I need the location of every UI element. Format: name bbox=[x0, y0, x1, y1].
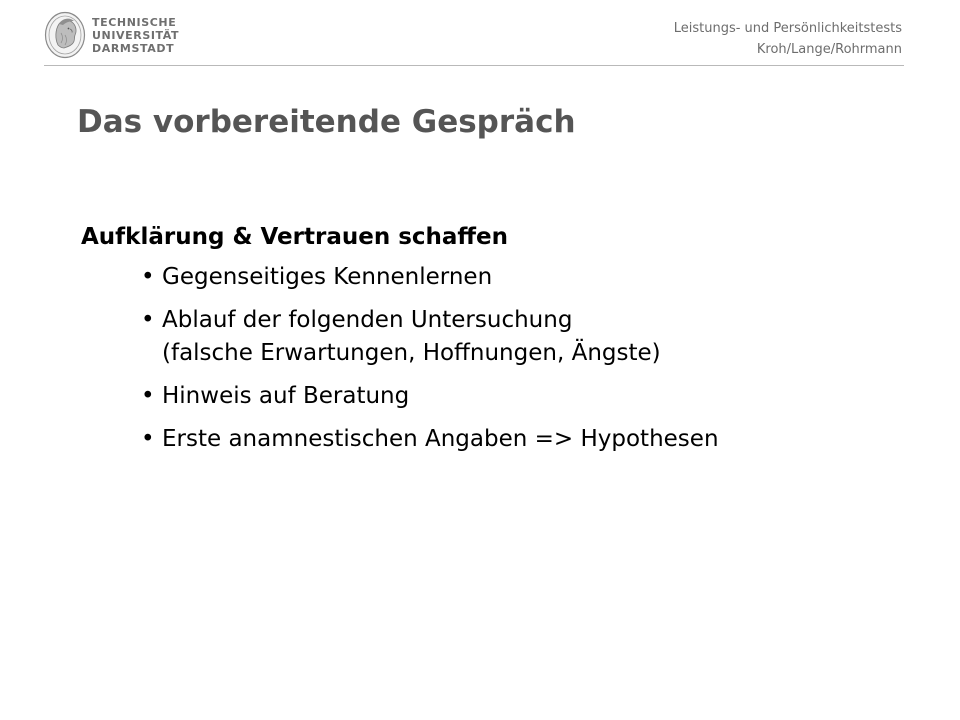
bullet-dot-icon: • bbox=[141, 383, 155, 409]
course-authors: Kroh/Lange/Rohrmann bbox=[756, 42, 902, 57]
slide-title: Das vorbereitende Gespräch bbox=[77, 104, 576, 140]
bullet-dot-icon: • bbox=[141, 264, 155, 290]
university-name-line-2: UNIVERSITÄT bbox=[92, 28, 180, 42]
bullet-dot-icon: • bbox=[141, 426, 155, 452]
university-name-line-1: TECHNISCHE bbox=[92, 15, 177, 29]
university-name bbox=[92, 16, 179, 55]
section-heading: Aufklärung & Vertrauen schaffen bbox=[81, 224, 509, 250]
bullet-text: Erste anamnestischen Angaben => Hypothesen bbox=[162, 426, 719, 452]
slide-content bbox=[81, 219, 921, 456]
bullet-item bbox=[81, 261, 921, 294]
slide-header bbox=[0, 0, 960, 66]
bullet-text: Hinweis auf Beratung bbox=[162, 383, 410, 409]
athena-emblem-icon bbox=[44, 11, 86, 59]
bullet-item bbox=[81, 423, 921, 456]
bullet-list bbox=[81, 261, 921, 456]
bullet-dot-icon: • bbox=[141, 307, 155, 333]
course-title: Leistungs- und Persönlichkeitstests bbox=[673, 21, 902, 36]
bullet-text: Ablauf der folgenden Untersuchung bbox=[162, 307, 573, 333]
university-name-line-3: DARMSTADT bbox=[92, 41, 175, 55]
university-logo bbox=[44, 10, 179, 60]
bullet-text: Gegenseitiges Kennenlernen bbox=[162, 264, 493, 290]
bullet-text-continuation: (falsche Erwartungen, Hoffnungen, Ängste) bbox=[162, 340, 661, 366]
header-divider bbox=[44, 65, 904, 66]
bullet-item bbox=[81, 380, 921, 413]
course-info bbox=[674, 18, 902, 60]
bullet-item bbox=[81, 304, 921, 370]
